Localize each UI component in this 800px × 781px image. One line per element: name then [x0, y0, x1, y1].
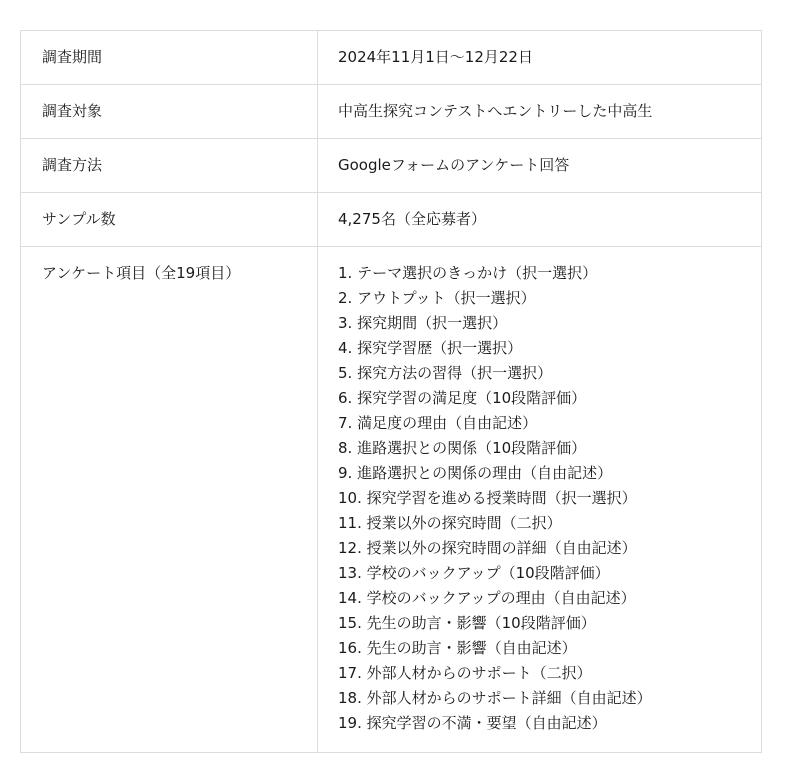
table-row-target	[21, 85, 762, 139]
table-row-questions	[21, 247, 762, 753]
sample-value: 4,275名（全応募者）	[318, 193, 762, 247]
survey-overview-table	[20, 30, 762, 753]
list-item: 15. 先生の助言・影響（10段階評価）	[338, 614, 596, 632]
list-item: 18. 外部人材からのサポート詳細（自由記述）	[338, 689, 652, 707]
list-item: 11. 授業以外の探究時間（二択）	[338, 514, 562, 532]
method-label: 調査方法	[21, 139, 318, 193]
list-item: 16. 先生の助言・影響（自由記述）	[338, 639, 577, 657]
list-item: 5. 探究方法の習得（択一選択）	[338, 364, 553, 382]
table-row-period	[21, 31, 762, 85]
period-value: 2024年11月1日〜12月22日	[318, 31, 762, 85]
list-item: 19. 探究学習の不満・要望（自由記述）	[338, 714, 607, 732]
list-item: 17. 外部人材からのサポート（二択）	[338, 664, 592, 682]
table-row-method	[21, 139, 762, 193]
list-item: 8. 進路選択との関係（10段階評価）	[338, 439, 587, 457]
target-label: 調査対象	[21, 85, 318, 139]
period-label: 調査期間	[21, 31, 318, 85]
list-item: 12. 授業以外の探究時間の詳細（自由記述）	[338, 539, 637, 557]
list-item: 14. 学校のバックアップの理由（自由記述）	[338, 589, 636, 607]
list-item: 10. 探究学習を進める授業時間（択一選択）	[338, 489, 637, 507]
list-item: 4. 探究学習歴（択一選択）	[338, 339, 523, 357]
method-value: Googleフォームのアンケート回答	[318, 139, 762, 193]
list-item: 1. テーマ選択のきっかけ（択一選択）	[338, 264, 598, 282]
sample-label: サンプル数	[21, 193, 318, 247]
questions-label: アンケート項目（全19項目）	[21, 247, 318, 753]
list-item: 2. アウトプット（択一選択）	[338, 289, 536, 307]
questions-value	[318, 247, 762, 753]
table-row-sample	[21, 193, 762, 247]
list-item: 7. 満足度の理由（自由記述）	[338, 414, 538, 432]
list-item: 13. 学校のバックアップ（10段階評価）	[338, 564, 610, 582]
list-item: 6. 探究学習の満足度（10段階評価）	[338, 389, 587, 407]
list-item: 9. 進路選択との関係の理由（自由記述）	[338, 464, 613, 482]
questions-list	[338, 261, 751, 736]
target-value: 中高生探究コンテストへエントリーした中高生	[318, 85, 762, 139]
list-item: 3. 探究期間（択一選択）	[338, 314, 508, 332]
